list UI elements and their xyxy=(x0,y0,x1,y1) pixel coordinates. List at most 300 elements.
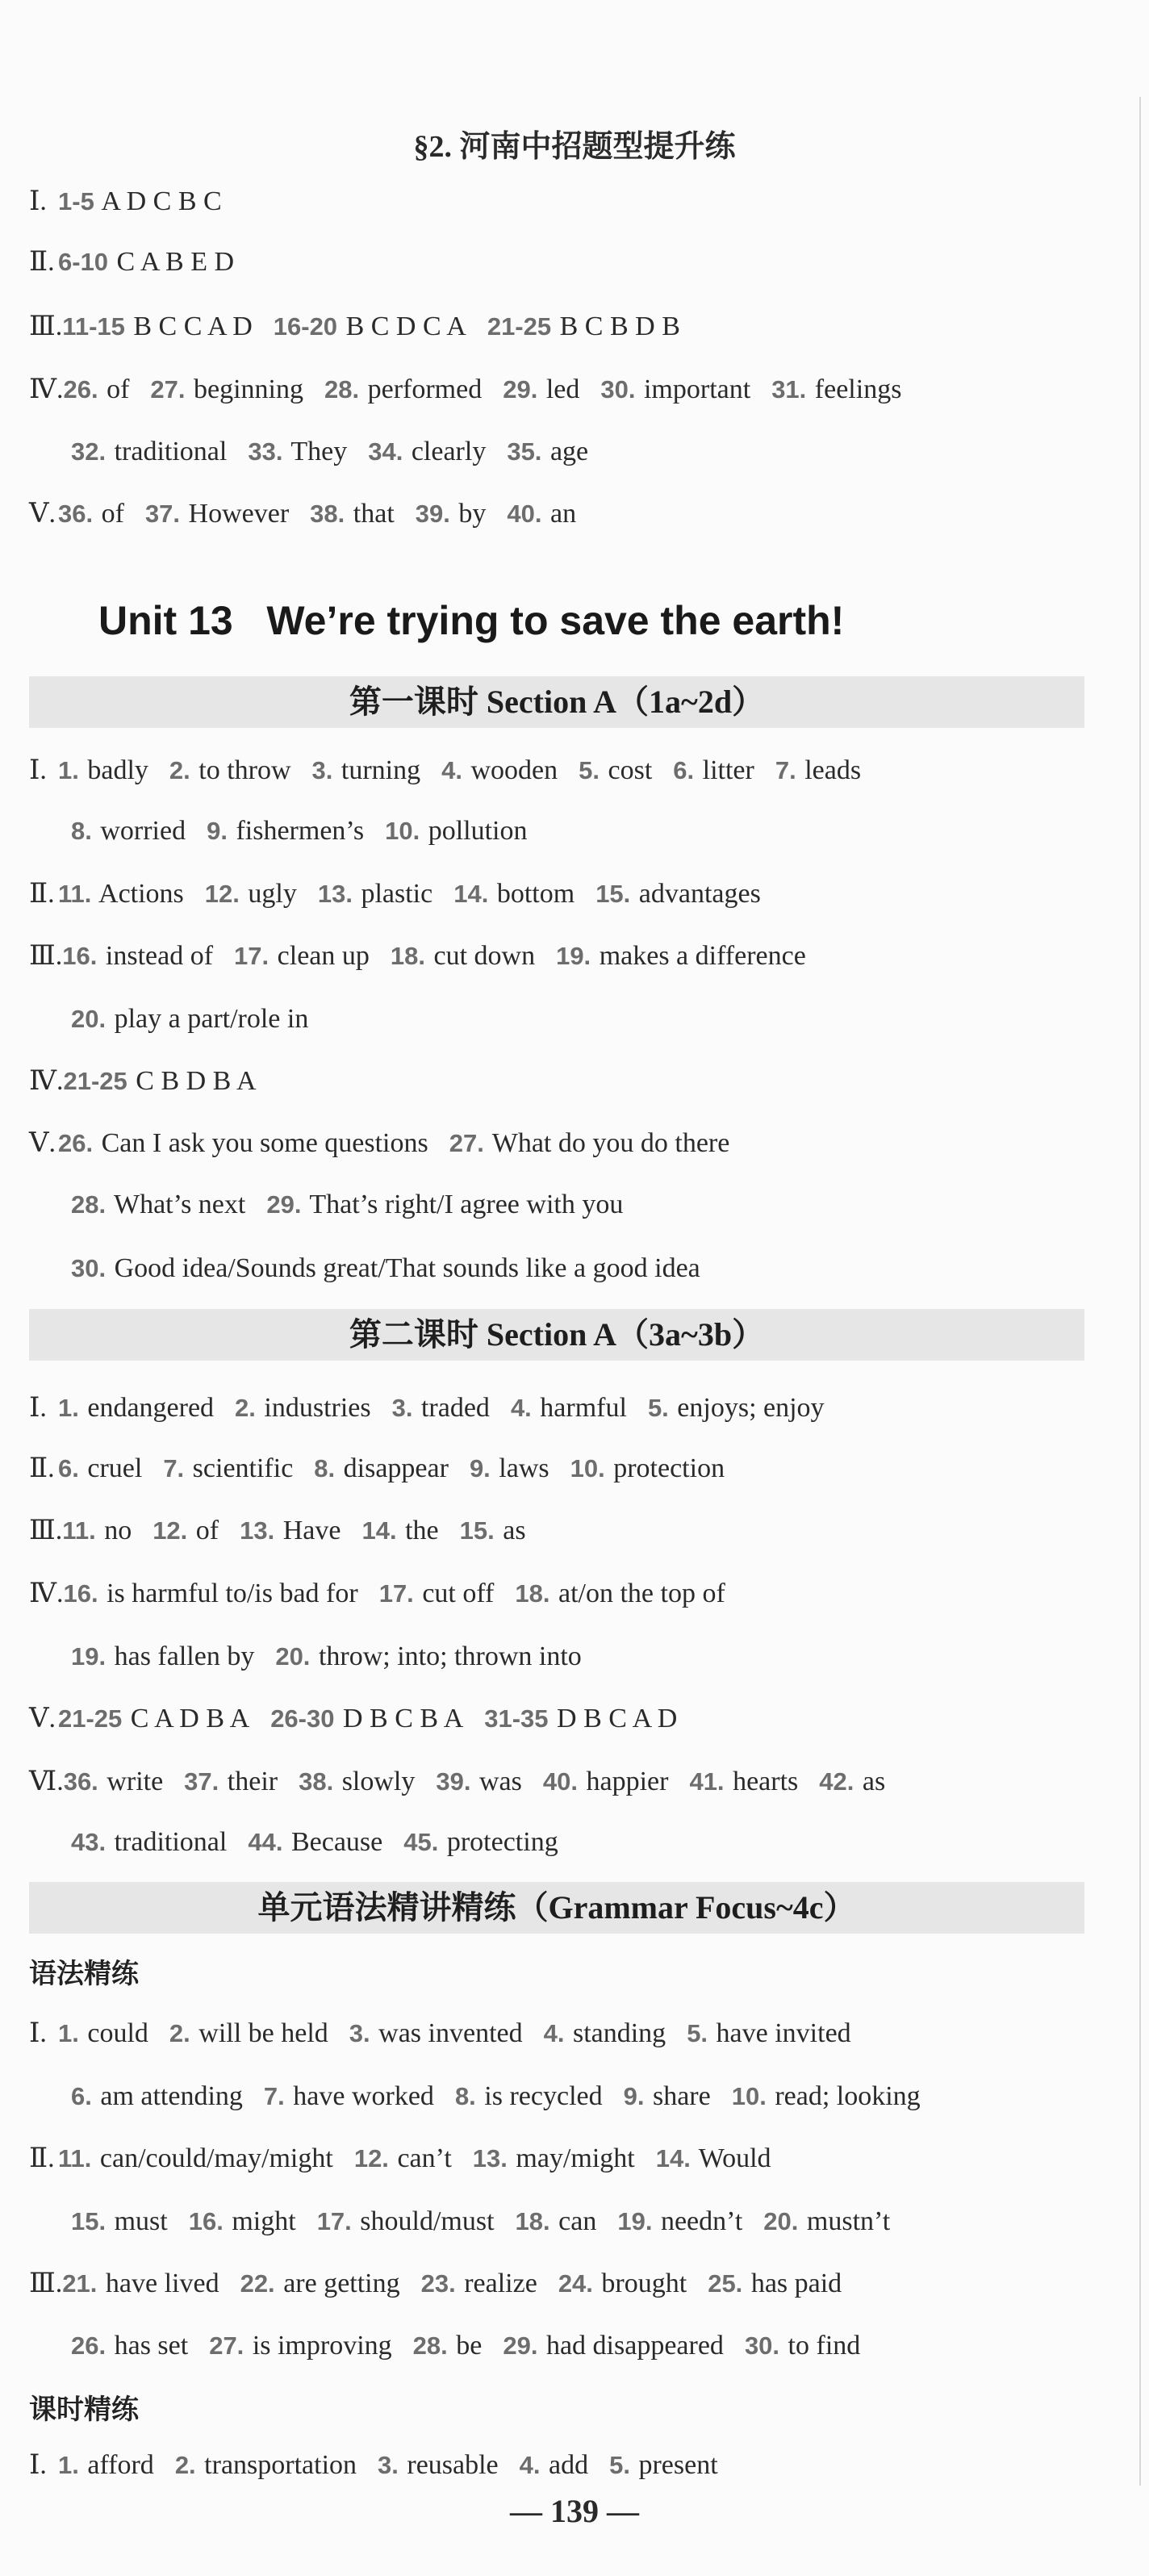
answer-text: worried xyxy=(93,816,186,846)
answer-row xyxy=(71,2202,1120,2242)
answer-item xyxy=(416,494,487,534)
answer-item xyxy=(507,432,588,472)
question-number: 36. xyxy=(63,1767,98,1796)
roman-numeral: Ⅰ. xyxy=(29,2018,47,2048)
answer-text: led xyxy=(539,374,580,404)
answer-row xyxy=(29,1762,1120,1802)
answer-item xyxy=(266,1185,623,1225)
answer-item xyxy=(656,2139,771,2179)
answer-item xyxy=(689,1762,798,1802)
answer-text: What’s next xyxy=(107,1190,246,1219)
question-number: 14. xyxy=(361,1516,397,1545)
answer-item xyxy=(275,1637,581,1677)
answer-text: was invented xyxy=(371,2018,523,2048)
answer-item xyxy=(673,751,754,791)
question-number: 18. xyxy=(515,1579,550,1608)
answer-text: performed xyxy=(361,374,483,404)
answer-item xyxy=(385,811,527,851)
grammar-bar: 单元语法精讲精练（Grammar Focus~4c） xyxy=(29,1882,1084,1934)
answer-item xyxy=(71,811,186,851)
answer-row xyxy=(29,2014,1120,2054)
answer-item xyxy=(163,1449,293,1489)
answer-item xyxy=(484,1699,677,1739)
answer-item xyxy=(209,2326,391,2366)
answer-text: traded xyxy=(414,1393,490,1423)
answer-row xyxy=(71,2076,1120,2117)
answer-text: cruel xyxy=(80,1453,143,1483)
answer-text: can’t xyxy=(390,2143,452,2173)
answer-text: must xyxy=(107,2206,168,2236)
answer-item xyxy=(648,1388,825,1428)
answer-text: hearts xyxy=(725,1767,799,1796)
answer-item xyxy=(544,2014,666,2054)
answer-item xyxy=(145,494,289,534)
answer-item xyxy=(169,751,291,791)
answer-text: happier xyxy=(579,1767,669,1796)
answer-item xyxy=(516,2202,597,2242)
answer-row xyxy=(71,1185,1120,1225)
answer-item xyxy=(63,1574,357,1614)
section-a2-bar: 第二课时 Section A（3a~3b） xyxy=(29,1309,1084,1361)
answer-item xyxy=(207,811,364,851)
answer-item xyxy=(819,1762,885,1802)
answer-item xyxy=(58,2014,148,2054)
question-number: 10. xyxy=(570,1454,605,1482)
answer-text: of xyxy=(189,1516,219,1545)
answer-text: However xyxy=(182,499,290,529)
roman-numeral: Ⅵ. xyxy=(29,1767,64,1796)
question-number: 2. xyxy=(169,2019,190,2047)
section-a1-bar: 第一课时 Section A（1a~2d） xyxy=(29,676,1084,728)
answer-item xyxy=(270,1699,463,1739)
answer-row xyxy=(29,1449,1120,1489)
answer-text: They xyxy=(284,437,348,466)
question-number: 33. xyxy=(248,437,283,466)
answer-row xyxy=(29,1574,1120,1614)
answer-item xyxy=(314,1449,449,1489)
question-number: 26. xyxy=(71,2331,107,2360)
answer-item xyxy=(240,1511,341,1551)
answer-text: pollution xyxy=(421,816,528,846)
answer-text: Have xyxy=(276,1516,341,1545)
question-number: 6. xyxy=(673,756,695,784)
roman-numeral: Ⅲ. xyxy=(29,1516,63,1545)
question-number: 2. xyxy=(169,756,190,784)
answer-item xyxy=(58,182,222,222)
question-number: 37. xyxy=(144,500,181,528)
answer-row xyxy=(29,2445,1120,2486)
question-number: 28. xyxy=(71,1190,107,1219)
answer-item xyxy=(449,1123,730,1164)
answer-item xyxy=(354,2139,452,2179)
answer-text: was xyxy=(472,1767,522,1796)
answer-text: cut off xyxy=(415,1579,495,1608)
answer-text: by xyxy=(451,499,487,529)
answer-text: reusable xyxy=(399,2450,499,2480)
answer-item xyxy=(421,2264,537,2304)
question-number: 15. xyxy=(595,880,631,908)
answer-text: feelings xyxy=(808,374,902,404)
answer-row xyxy=(29,1123,1120,1164)
answer-row xyxy=(29,307,1120,347)
answer-item xyxy=(558,2264,687,2304)
question-number: 21-25 xyxy=(58,1704,123,1733)
answer-item xyxy=(687,2014,850,2054)
answer-item xyxy=(317,2202,495,2242)
question-number: 40. xyxy=(542,1767,578,1796)
question-number: 19. xyxy=(71,1642,107,1671)
answer-text: add xyxy=(541,2450,589,2480)
answer-item xyxy=(368,432,486,472)
answer-row xyxy=(71,2326,1120,2366)
question-number: 7. xyxy=(775,756,796,784)
answer-text: plastic xyxy=(353,879,433,909)
answer-item xyxy=(169,2014,328,2054)
answer-text: B C D C A xyxy=(339,312,466,341)
answer-text: fishermen’s xyxy=(228,816,365,846)
answer-text: B C B D B xyxy=(553,312,680,341)
question-number: 26. xyxy=(63,375,98,404)
question-number: 6-10 xyxy=(58,248,109,276)
answer-text: play a part/role in xyxy=(107,1004,309,1034)
answer-text: protecting xyxy=(440,1827,558,1857)
question-number: 23. xyxy=(420,2269,456,2298)
answer-text: needn’t xyxy=(654,2206,743,2236)
question-number: 1. xyxy=(58,756,79,784)
answer-text: may/might xyxy=(508,2143,635,2173)
answer-item xyxy=(58,242,234,282)
question-number: 27. xyxy=(449,1129,484,1157)
answer-item xyxy=(58,751,148,791)
question-number: 1. xyxy=(58,2451,79,2479)
answer-item xyxy=(361,1511,438,1551)
answer-item xyxy=(71,2076,243,2117)
answer-item xyxy=(470,1449,549,1489)
lesson-practice-heading: 课时精练 xyxy=(29,2394,139,2426)
question-number: 4. xyxy=(543,2019,565,2047)
answer-item xyxy=(310,494,395,534)
answer-text: That’s right/I agree with you xyxy=(303,1190,624,1219)
answer-text: What do you do there xyxy=(485,1128,730,1158)
answer-text: standing xyxy=(566,2018,666,2048)
answer-item xyxy=(379,1574,495,1614)
answer-item xyxy=(64,1762,163,1802)
answer-item xyxy=(570,1449,725,1489)
answer-item xyxy=(436,1762,522,1802)
question-number: 30. xyxy=(71,1254,107,1282)
answer-item xyxy=(62,2264,219,2304)
answer-text: to throw xyxy=(191,755,291,785)
roman-numeral: Ⅱ. xyxy=(29,879,55,909)
answer-item xyxy=(71,1822,227,1863)
answer-item xyxy=(503,370,579,410)
answer-item xyxy=(556,936,806,976)
answer-text: ugly xyxy=(240,879,297,909)
answer-text: Would xyxy=(691,2143,771,2173)
question-number: 20. xyxy=(763,2207,799,2235)
question-number: 39. xyxy=(415,500,450,528)
question-number: 43. xyxy=(71,1828,107,1856)
answer-item xyxy=(745,2326,860,2366)
question-number: 15. xyxy=(71,2207,107,2235)
answer-text: litter xyxy=(696,755,754,785)
question-number: 1. xyxy=(58,1394,79,1422)
answer-item xyxy=(460,1511,526,1551)
question-number: 27. xyxy=(150,375,186,404)
question-number: 6. xyxy=(71,2082,92,2110)
question-number: 31-35 xyxy=(484,1704,549,1733)
answer-item xyxy=(515,1574,725,1614)
question-number: 13. xyxy=(472,2144,508,2172)
answer-item xyxy=(240,2264,400,2304)
question-number: 4. xyxy=(441,756,462,784)
answer-text: has fallen by xyxy=(107,1641,255,1671)
answer-text: protection xyxy=(606,1453,725,1483)
answer-row xyxy=(29,182,1120,222)
roman-numeral: Ⅰ. xyxy=(29,186,47,216)
answer-item xyxy=(543,1762,669,1802)
answer-item xyxy=(71,1185,245,1225)
question-number: 10. xyxy=(731,2082,767,2110)
answer-row xyxy=(71,811,1120,851)
question-number: 37. xyxy=(184,1767,219,1796)
answer-item xyxy=(62,1511,132,1551)
answer-row xyxy=(71,432,1120,472)
answer-text: D B C B A xyxy=(336,1704,464,1733)
answer-item xyxy=(248,1822,382,1863)
answer-text: afford xyxy=(80,2450,154,2480)
answer-text: wooden xyxy=(463,755,558,785)
answer-row xyxy=(29,2139,1120,2179)
question-number: 9. xyxy=(469,1454,491,1482)
answer-text: had disappeared xyxy=(539,2331,724,2361)
answer-item xyxy=(453,874,574,914)
answer-text: has set xyxy=(107,2331,189,2361)
question-number: 13. xyxy=(317,880,353,908)
question-number: 11. xyxy=(58,2144,92,2172)
question-number: 35. xyxy=(507,437,542,466)
answer-text: cut down xyxy=(426,941,536,971)
question-number: 11. xyxy=(58,880,92,908)
answer-text: is improving xyxy=(245,2331,392,2361)
answer-item xyxy=(413,2326,483,2366)
question-number: 45. xyxy=(403,1828,439,1856)
answer-item xyxy=(71,999,308,1039)
answer-row xyxy=(29,2264,1120,2304)
question-number: 18. xyxy=(390,942,425,970)
question-number: 16-20 xyxy=(273,312,338,341)
answer-row xyxy=(29,936,1120,976)
question-number: 28. xyxy=(412,2331,448,2360)
answer-item xyxy=(63,370,129,410)
answer-text: A D C B C xyxy=(95,186,222,216)
roman-numeral: Ⅴ. xyxy=(29,1128,56,1158)
question-number: 2. xyxy=(235,1394,256,1422)
answer-text: read; looking xyxy=(767,2081,921,2111)
answer-item xyxy=(455,2076,603,2117)
question-number: 10. xyxy=(385,817,420,845)
question-number: 11-15 xyxy=(62,312,125,341)
unit-title: Unit 13 We’re trying to save the earth! xyxy=(98,598,845,643)
roman-numeral: Ⅰ. xyxy=(29,2450,47,2480)
answer-item xyxy=(71,432,227,472)
answer-text: clean up xyxy=(270,941,370,971)
question-number: 38. xyxy=(310,500,345,528)
question-number: 26. xyxy=(58,1129,94,1157)
question-number: 17. xyxy=(234,942,269,970)
answer-item xyxy=(189,2202,296,2242)
answer-item xyxy=(58,1388,214,1428)
answer-text: endangered xyxy=(80,1393,215,1423)
roman-numeral: Ⅲ. xyxy=(29,312,63,341)
answer-item xyxy=(58,2139,333,2179)
answer-text: be xyxy=(449,2331,483,2361)
answer-item xyxy=(520,2445,588,2486)
question-number: 18. xyxy=(515,2207,550,2235)
question-number: 32. xyxy=(71,437,107,466)
roman-numeral: Ⅱ. xyxy=(29,247,55,277)
answer-text: turning xyxy=(334,755,421,785)
question-number: 25. xyxy=(708,2269,743,2298)
answer-row xyxy=(71,1637,1120,1677)
question-number: 21-25 xyxy=(487,312,552,341)
answer-text: instead of xyxy=(98,941,214,971)
answer-item xyxy=(274,307,466,347)
question-number: 5. xyxy=(647,1394,669,1422)
answer-text: leads xyxy=(797,755,862,785)
question-number: 3. xyxy=(311,756,333,784)
question-number: 19. xyxy=(617,2207,653,2235)
answer-item xyxy=(58,1699,249,1739)
roman-numeral: Ⅰ. xyxy=(29,755,47,785)
answer-row xyxy=(29,370,1120,410)
answer-item xyxy=(175,2445,357,2486)
answer-text: has paid xyxy=(744,2269,842,2298)
answer-item xyxy=(153,1511,219,1551)
answer-item xyxy=(71,2202,168,2242)
answer-text: age xyxy=(543,437,589,466)
question-number: 16. xyxy=(62,942,98,970)
roman-numeral: Ⅳ. xyxy=(29,1066,64,1096)
question-number: 7. xyxy=(263,2082,285,2110)
question-number: 12. xyxy=(153,1516,188,1545)
answer-item xyxy=(775,751,861,791)
answer-text: clearly xyxy=(404,437,487,466)
section-2-title: §2. 河南中招题型提升练 xyxy=(413,130,736,164)
answer-text: is recycled xyxy=(477,2081,603,2111)
answer-text: realize xyxy=(457,2269,537,2298)
question-number: 19. xyxy=(556,942,591,970)
answer-text: am attending xyxy=(93,2081,243,2111)
answer-item xyxy=(58,1449,142,1489)
answer-row xyxy=(29,494,1120,534)
answer-text: C A B E D xyxy=(110,247,235,277)
answer-text: scientific xyxy=(186,1453,294,1483)
answer-item xyxy=(58,1123,428,1164)
answer-item xyxy=(63,1061,256,1102)
answer-text: mustn’t xyxy=(800,2206,891,2236)
question-number: 8. xyxy=(314,1454,336,1482)
answer-item xyxy=(763,2202,890,2242)
answer-row xyxy=(29,1511,1120,1551)
answer-item xyxy=(579,751,652,791)
answer-text: are getting xyxy=(276,2269,400,2298)
question-number: 21-25 xyxy=(63,1067,127,1095)
answer-text: D B C A D xyxy=(549,1704,678,1733)
question-number: 20. xyxy=(71,1005,107,1033)
answer-item xyxy=(507,494,576,534)
question-number: 27. xyxy=(209,2331,244,2360)
answer-text: could xyxy=(80,2018,148,2048)
answer-text: of xyxy=(94,499,124,529)
answer-item xyxy=(235,1388,371,1428)
answer-item xyxy=(403,1822,558,1863)
answer-item xyxy=(184,1762,278,1802)
question-number: 3. xyxy=(349,2019,370,2047)
question-number: 5. xyxy=(579,756,600,784)
question-number: 41. xyxy=(689,1767,725,1796)
answer-item xyxy=(62,936,213,976)
answer-text: share xyxy=(646,2081,711,2111)
answer-text: as xyxy=(495,1516,526,1545)
question-number: 3. xyxy=(378,2451,399,2479)
answer-item xyxy=(62,307,252,347)
question-number: 39. xyxy=(436,1767,471,1796)
question-number: 24. xyxy=(558,2269,593,2298)
answer-text: that xyxy=(346,499,395,529)
answer-item xyxy=(441,751,558,791)
question-number: 6. xyxy=(58,1454,79,1482)
question-number: 7. xyxy=(163,1454,185,1482)
question-number: 29. xyxy=(503,2331,538,2360)
answer-text: to find xyxy=(781,2331,861,2361)
answer-item xyxy=(205,874,297,914)
question-number: 17. xyxy=(378,1579,414,1608)
question-number: 1-5 xyxy=(58,187,94,215)
answer-text: can/could/may/might xyxy=(93,2143,333,2173)
answer-item xyxy=(732,2076,921,2117)
answer-text: transportation xyxy=(197,2450,357,2480)
answer-text: Because xyxy=(284,1827,383,1857)
answer-item xyxy=(248,432,347,472)
answer-item xyxy=(264,2076,434,2117)
question-number: 8. xyxy=(71,817,92,845)
answer-text: badly xyxy=(80,755,148,785)
answer-text: Can I ask you some questions xyxy=(94,1128,428,1158)
answer-text: can xyxy=(551,2206,597,2236)
question-number: 44. xyxy=(248,1828,283,1856)
roman-numeral: Ⅳ. xyxy=(29,374,64,404)
answer-text: B C C A D xyxy=(126,312,253,341)
answer-item xyxy=(150,370,303,410)
answer-item xyxy=(324,370,482,410)
answer-text: might xyxy=(224,2206,296,2236)
question-number: 17. xyxy=(316,2207,352,2235)
answer-row xyxy=(71,1822,1120,1863)
answer-row xyxy=(29,751,1120,791)
answer-item xyxy=(349,2014,523,2054)
answer-item xyxy=(58,494,124,534)
answer-text: as xyxy=(855,1767,886,1796)
answer-item xyxy=(234,936,370,976)
answer-item xyxy=(392,1388,490,1428)
answer-text: disappear xyxy=(336,1453,449,1483)
answer-text: write xyxy=(99,1767,164,1796)
question-number: 30. xyxy=(744,2331,780,2360)
answer-item xyxy=(487,307,680,347)
page-number: — 139 — xyxy=(510,2493,639,2529)
answer-text: is harmful to/is bad for xyxy=(99,1579,358,1608)
